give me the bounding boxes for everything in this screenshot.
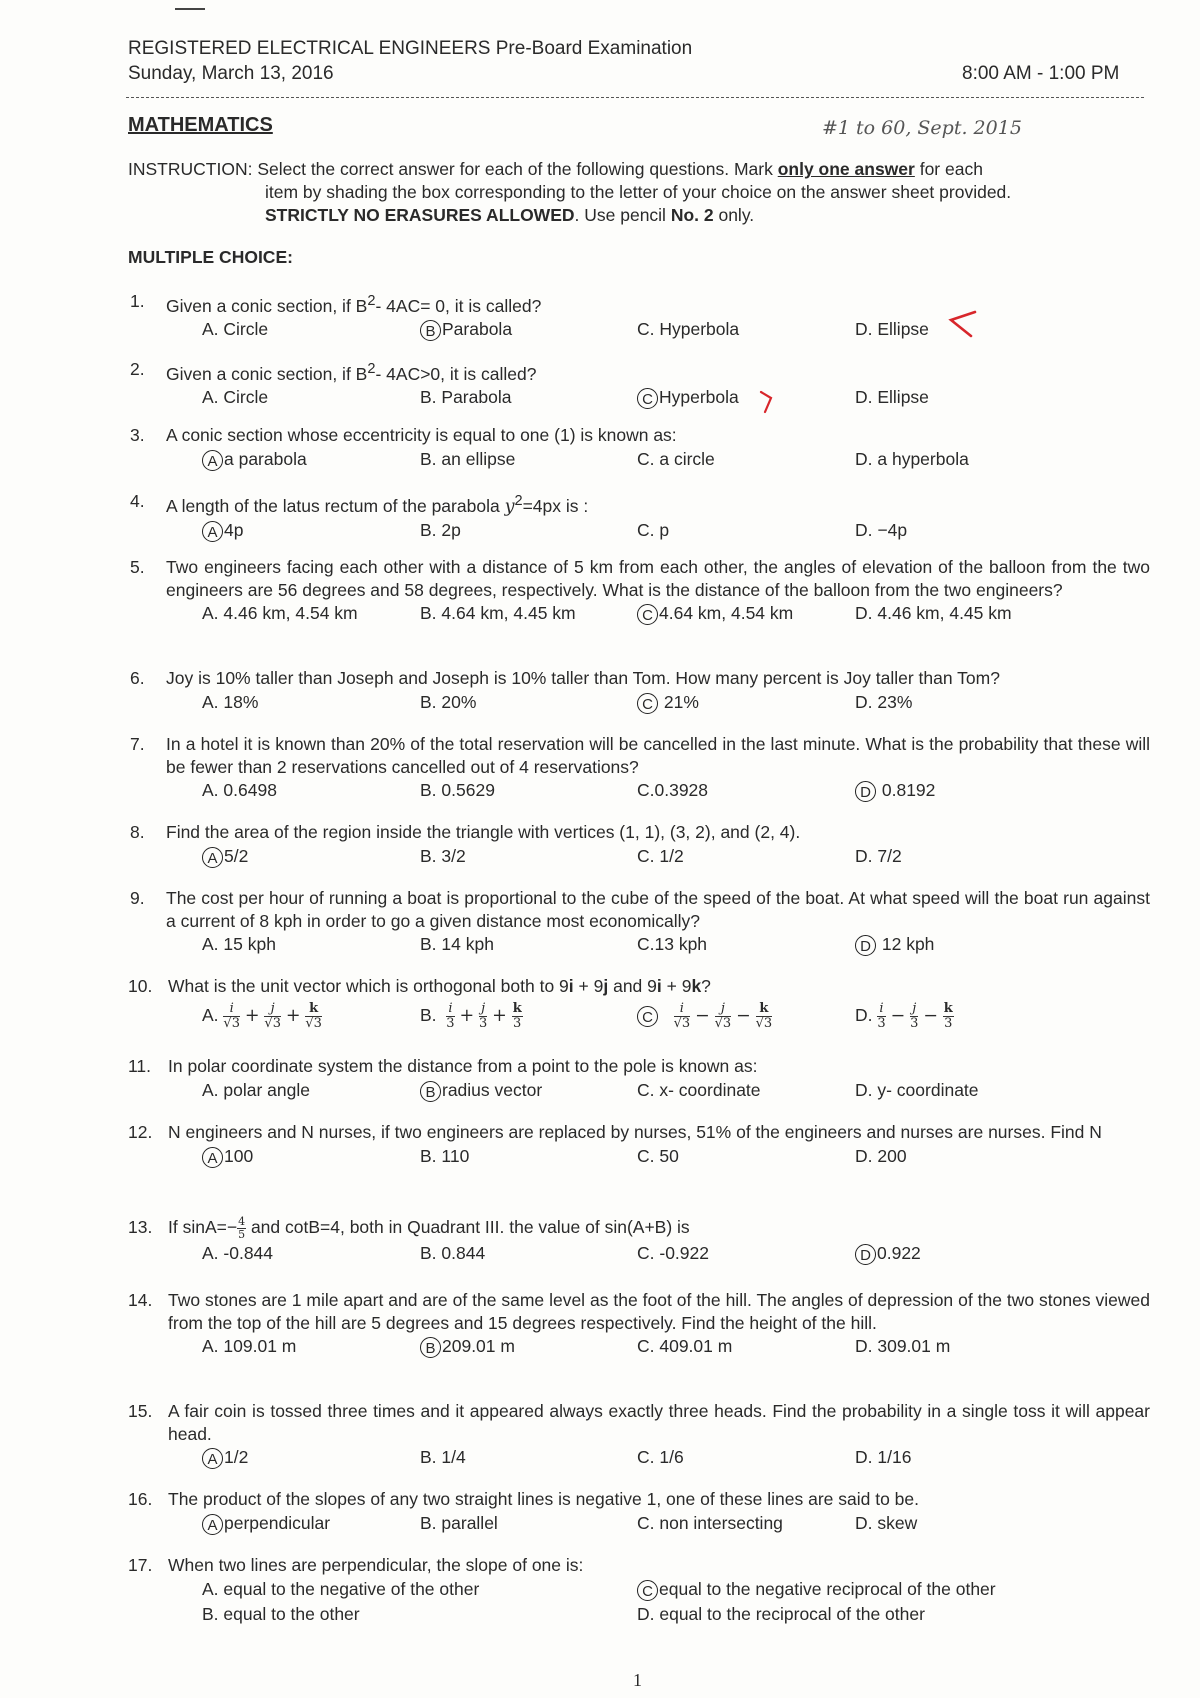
option-a[interactable]: A. equal to the negative of the other (202, 1578, 480, 1599)
answer-circle: A (202, 1147, 223, 1168)
question-8: 8. Find the area of the region inside the triangle with vertices (1, 1), (3, 2), and (2, 4). A 5/2 B. 3/2 C. 1/2 D. 7/2 (130, 822, 902, 867)
answer-circle: C (637, 1580, 658, 1601)
question-13: 13. If sinA=− $\frac{4}{5}$ and cotB=4, both in Quadrant III. the value of sin(A+B) is A. -0.844 B. 0.844 C. -0.922 D 0.922 (128, 1215, 921, 1264)
option-c[interactable]: C. -0.922 (637, 1243, 709, 1263)
question-16: 16. The product of the slopes of any two straight lines is negative 1, one of these lines are said to be. A perpendicular B. parallel C. non intersecting D. skew (128, 1489, 920, 1534)
option-d[interactable]: D. skew (855, 1512, 918, 1533)
exam-time: 8:00 AM - 1:00 PM (962, 63, 1120, 84)
question-1: 1. Given a conic section, if $B^2-$ 4AC= 0, it is called? A. Circle B Parabola C. Hyperbola D. Ellipse (130, 291, 929, 341)
option-b[interactable]: B. 3/2 (420, 845, 466, 866)
red-check-mark (758, 388, 776, 416)
option-d[interactable]: D. 4.46 km, 4.45 km (855, 603, 1012, 623)
option-c[interactable]: C. a circle (637, 448, 715, 469)
option-b[interactable]: B. parallel (420, 1512, 498, 1533)
question-12: 12. N engineers and N nurses, if two engineers are replaced by nurses, 51% of the engineers and nurses are nurses. Find N A 100 B. 110 C. 50 D. 200 (128, 1122, 1102, 1167)
option-c[interactable]: C. 409.01 m (637, 1336, 733, 1356)
option-a[interactable]: A. Circle (202, 319, 269, 340)
option-b[interactable]: B. 110 (420, 1145, 470, 1166)
option-a[interactable]: A. $\frac{i}{√3}$ + $\frac{j}{√3}$ + $\frac{k}{√3}$ (202, 1000, 322, 1031)
answer-circle: C (637, 604, 658, 625)
instruction-label: INSTRUCTION: (128, 159, 253, 179)
answer-circle: C (637, 693, 658, 714)
answer-circle: B (420, 1337, 441, 1358)
question-7: 7. In a hotel it is known than 20% of the total reservation will be cancelled in the last minute. What is the probability that these will be fewer than 2 reservations cancelled out of 4 reservations? A. 0.6498 B. 0.5629 C.0.3928 D 0.8192 (130, 734, 1150, 801)
subject-title: MATHEMATICS (128, 114, 273, 136)
option-b[interactable]: B. $\frac{i}{3}$ + $\frac{j}{3}$ + $\frac{k}{3}$ (420, 1000, 522, 1031)
option-d[interactable]: D. 1/16 (855, 1447, 912, 1467)
instructions: INSTRUCTION: Select the correct answer for each of the following questions. Mark only one answer for each item by shading the box corresponding to the letter of your choice on the answer sheet provided. STRICTLY NO ERASURES ALLOWED. Use pencil No. 2 only. (128, 159, 1012, 225)
answer-circle: B (420, 320, 441, 341)
answer-circle: D (855, 781, 876, 802)
answer-circle: D (855, 1244, 876, 1265)
option-a[interactable]: A. 0.6498 (202, 780, 277, 800)
option-a[interactable]: A. polar angle (202, 1079, 310, 1100)
option-d-selected[interactable]: D 0.8192 (855, 779, 935, 802)
option-d[interactable]: D. 200 (855, 1145, 907, 1166)
question-14: 14. Two stones are 1 mile apart and are of the same level as the foot of the hill. The angles of depression of the two stones viewed from the top of the hill are 5 degrees and 15 degrees respectively. Find the height of the hill. A. 109.01 m B 209.01 m C. 409.01 m D. 309.01 m (128, 1290, 1150, 1357)
option-a[interactable]: A. 15 kph (202, 934, 276, 954)
option-d[interactable]: D. y- coordinate (855, 1079, 979, 1100)
answer-circle: A (202, 521, 223, 542)
option-c-selected[interactable]: C 4.64 km, 4.54 km (637, 602, 793, 625)
instruction-emphasis: only one answer (777, 159, 915, 179)
option-c[interactable]: C. 50 (637, 1145, 679, 1166)
option-d[interactable]: D. equal to the reciprocal of the other (637, 1603, 925, 1624)
header-divider (126, 97, 1144, 98)
answer-circle: A (202, 1448, 223, 1469)
option-d[interactable]: D. 7/2 (855, 845, 902, 866)
option-d[interactable]: D. 23% (855, 691, 913, 712)
answer-circle: C (637, 388, 658, 409)
option-b-selected[interactable]: B radius vector (420, 1079, 542, 1102)
option-b[interactable]: B. 4.64 km, 4.45 km (420, 603, 576, 623)
question-6: 6. Joy is 10% taller than Joseph and Joseph is 10% taller than Tom. How many percent is Joy taller than Tom? A. 18% B. 20% C 21% D. 23% (130, 668, 1000, 713)
option-a-selected[interactable]: A 4p (202, 519, 243, 542)
option-a[interactable]: A. 4.46 km, 4.54 km (202, 603, 358, 623)
option-d[interactable]: D. Ellipse (855, 319, 929, 340)
option-a[interactable]: A. 109.01 m (202, 1336, 297, 1356)
option-a[interactable]: A. 18% (202, 691, 259, 712)
answer-circle: A (202, 450, 223, 471)
option-d-selected[interactable]: D 0.922 (855, 1242, 921, 1265)
option-a[interactable]: A. Circle (202, 387, 269, 408)
option-d[interactable]: D. −4p (855, 520, 908, 541)
no-erasures-note: STRICTLY NO ERASURES ALLOWED (265, 205, 575, 225)
answer-circle: C (637, 1006, 658, 1027)
option-b[interactable]: B. 20% (420, 691, 477, 712)
option-a-selected[interactable]: A 1/2 (202, 1446, 248, 1469)
option-b[interactable]: B. 1/4 (420, 1447, 466, 1467)
question-2: 2. Given a conic section, if $B^2-$ 4AC>0, it is called? A. Circle B. Parabola C Hyperbola D. Ellipse (130, 359, 929, 409)
question-15: 15. A fair coin is tossed three times and it appeared always exactly three heads. Find the probability in a single toss it will appear head. A 1/2 B. 1/4 C. 1/6 D. 1/16 (128, 1401, 1150, 1468)
option-d[interactable]: D. $\frac{i}{3}$ − $\frac{j}{3}$ − $\frac{k}{3}$ (855, 1000, 953, 1031)
option-a[interactable]: A. -0.844 (202, 1243, 274, 1263)
handwritten-note: #1 to 60, Sept. 2015 (822, 117, 1022, 139)
option-b[interactable]: B. 0.5629 (420, 780, 495, 800)
question-11: 11. In polar coordinate system the distance from a point to the pole is known as: A. polar angle B radius vector C. x- coordinate D. y- coordinate (128, 1056, 979, 1101)
option-b[interactable]: B. 14 kph (420, 934, 494, 954)
option-b[interactable]: B. equal to the other (202, 1603, 360, 1624)
option-a-selected[interactable]: A 5/2 (202, 845, 248, 868)
option-c-selected[interactable]: C $\frac{i}{√3}$ − $\frac{j}{√3}$ − $\frac{k}{√3}$ (637, 1002, 772, 1031)
answer-circle: B (420, 1081, 441, 1102)
red-check-mark (945, 308, 981, 340)
exam-date: Sunday, March 13, 2016 (128, 63, 334, 84)
option-b-selected[interactable]: B 209.01 m (420, 1335, 515, 1358)
option-d-selected[interactable]: D 12 kph (855, 933, 934, 956)
option-c[interactable]: C.0.3928 (637, 780, 709, 800)
option-c[interactable]: C. Hyperbola (637, 319, 740, 340)
option-c[interactable]: C. non intersecting (637, 1512, 783, 1533)
option-c[interactable]: C. p (637, 520, 670, 541)
option-b[interactable]: B. 0.844 (420, 1243, 486, 1263)
option-b[interactable]: B. 2p (420, 520, 461, 541)
option-c[interactable]: C.13 kph (637, 934, 708, 954)
exam-title: REGISTERED ELECTRICAL ENGINEERS Pre-Board Examination (128, 38, 693, 59)
answer-circle: D (855, 935, 876, 956)
option-c-selected[interactable]: C equal to the negative reciprocal of the other (637, 1578, 996, 1601)
page-number: 1 (633, 1670, 642, 1690)
option-c-selected[interactable]: C 21% (637, 691, 699, 714)
option-d[interactable]: D. 309.01 m (855, 1336, 951, 1356)
option-b-selected[interactable]: B Parabola (420, 318, 512, 341)
question-17: 17. When two lines are perpendicular, the slope of one is: A. equal to the negative of the other C equal to the negative reciprocal of the other B. equal to the other D. equal to the reciprocal of the other (128, 1555, 996, 1624)
question-9: 9. The cost per hour of running a boat is proportional to the cube of the speed of the boat. At what speed will the boat run against a current of 8 kph in order to go a given distance most economically? A. 15 kph B. 14 kph C.13 kph D 12 kph (130, 888, 1150, 955)
question-5: 5. Two engineers facing each other with a distance of 5 km from each other, the angles of elevation of the balloon from the two engineers are 56 degrees and 58 degrees, respectively. What is the distance of the balloon from the two engineers? A. 4.46 km, 4.54 km B. 4.64 km, 4.45 km C 4.64 km, 4.54 km D. 4.46 km, 4.45 km (130, 557, 1150, 624)
scan-mark (175, 8, 205, 10)
option-c[interactable]: C. 1/2 (637, 845, 684, 866)
answer-circle: A (202, 847, 223, 868)
section-label: MULTIPLE CHOICE: (128, 247, 293, 267)
option-c[interactable]: C. 1/6 (637, 1447, 684, 1467)
option-a-selected[interactable]: A perpendicular (202, 1512, 330, 1535)
option-d[interactable]: D. a hyperbola (855, 448, 969, 469)
option-d[interactable]: D. Ellipse (855, 387, 929, 408)
question-3: 3. A conic section whose eccentricity is equal to one (1) is known as: A a parabola B. an ellipse C. a circle D. a hyperbola (130, 425, 969, 470)
option-c[interactable]: C. x- coordinate (637, 1079, 761, 1100)
option-b[interactable]: B. Parabola (420, 387, 512, 408)
option-c-selected[interactable]: C Hyperbola (637, 386, 739, 409)
question-10: 10. What is the unit vector which is orthogonal both to 9i + 9j and 9i + 9k? A. $\frac{i}{√3}$ + $\frac{j}{√3}$ + $\frac{k}{√3}$ B. $\frac{i}{3}$ + $\frac{j}{3}$ + $\frac{k}{3}$ C $\frac{i}{√3}$ − $\frac{j}{√3}$ − $\frac{k}{√3}$ D. $\frac{i}{3}$ − $\frac{j}{3}$ − $\frac{k}{3}$ (128, 976, 953, 1031)
question-4: 4. A length of the latus rectum of the parabola $y^2=4px$ is : A 4p B. 2p C. p D. −4p (130, 491, 908, 542)
option-a-selected[interactable]: A a parabola (202, 448, 307, 471)
option-b[interactable]: B. an ellipse (420, 448, 516, 469)
answer-circle: A (202, 1514, 223, 1535)
option-a-selected[interactable]: A 100 (202, 1145, 253, 1168)
